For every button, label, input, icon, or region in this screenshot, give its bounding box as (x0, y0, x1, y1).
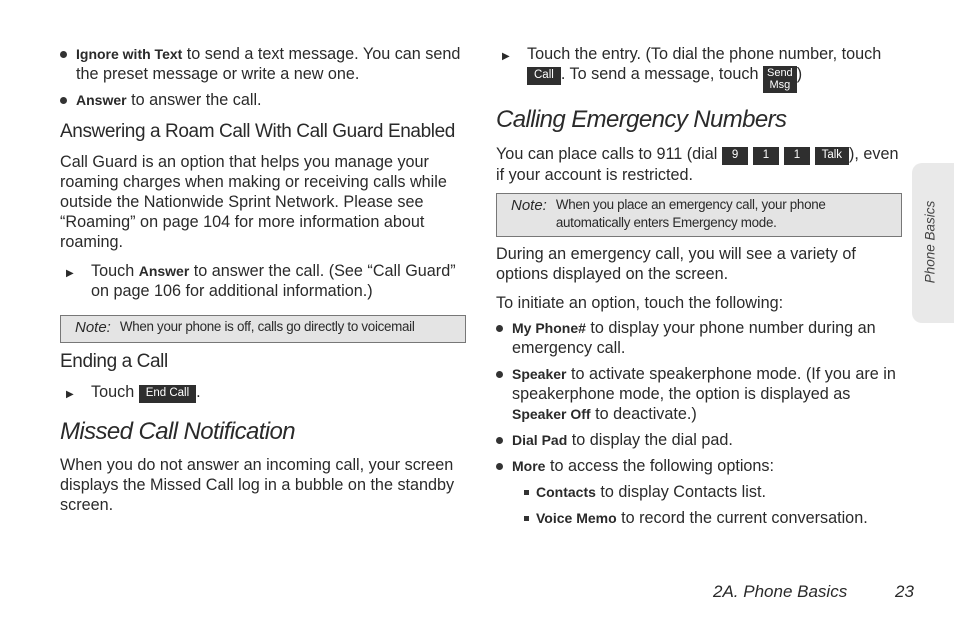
step-item: ▶ Touch Answer to answer the call. (See “Call Guard” on page 106 for additional information.) (60, 261, 466, 301)
key-9: 9 (722, 147, 748, 165)
roam-paragraph: Call Guard is an option that helps you manage your roaming charges when making or receiving calls while outside the Nationwide Sprint Network. Please see “Roaming” on page 104 for more information about roaming. (60, 153, 447, 251)
note-box (496, 193, 902, 237)
note-text: When your phone is off, calls go directly to voicemail (119, 319, 415, 334)
section-heading-missed: Missed Call Notification (60, 418, 296, 445)
list-item: Answer to answer the call. (60, 90, 466, 110)
footer-section: 2A. Phone Basics (713, 582, 848, 601)
option-name: More (512, 458, 546, 474)
initiate-paragraph: To initiate an option, touch the following: (496, 294, 784, 312)
emergency-paragraph: During an emergency call, you will see a variety of options displayed on the screen. (496, 245, 856, 283)
option-name: Answer (76, 92, 127, 108)
option-name: Dial Pad (512, 432, 568, 448)
option-name: Contacts (536, 484, 596, 500)
option-name: Ignore with Text (76, 46, 183, 62)
option-name: My Phone# (512, 320, 586, 336)
send-msg-key: Send Msg (763, 66, 797, 93)
end-call-key: End Call (139, 385, 196, 403)
missed-paragraph: When you do not answer an incoming call, your screen displays the Missed Call log in a bubble on the standby screen. (60, 456, 455, 514)
talk-key: Talk (815, 147, 849, 165)
list-item: My Phone# to display your phone number during an emergency call. (496, 318, 902, 358)
left-column (60, 44, 466, 515)
list-item: Speaker to activate speakerphone mode. (If you are in speakerphone mode, the option is displayed as Speaker Off to deactivate.) (496, 364, 902, 424)
step-item: ▶ Touch End Call . (60, 382, 466, 403)
list-item: Ignore with Text to send a text message. You can send the preset message or write a new one. (60, 44, 466, 84)
list-item: More to access the following options: (496, 456, 902, 476)
section-heading-emergency: Calling Emergency Numbers (496, 106, 787, 133)
dial-paragraph: You can place calls to 911 (dial 9 1 1 Talk ), even if your account is restricted. (496, 145, 899, 184)
chapter-tab-label: Phone Basics (922, 200, 938, 284)
option-name: Speaker (512, 366, 567, 382)
option-name: Voice Memo (536, 510, 617, 526)
note-label: Note: (511, 197, 547, 214)
note-box (60, 315, 466, 343)
key-1: 1 (753, 147, 779, 165)
section-heading-roam: Answering a Roam Call With Call Guard Enabled (60, 121, 455, 142)
right-column (496, 44, 902, 534)
key-1: 1 (784, 147, 810, 165)
sub-list-item: Contacts to display Contacts list. (496, 482, 902, 502)
call-key: Call (527, 67, 561, 85)
step-item: ▶ Touch the entry. (To dial the phone number, touch Call . To send a message, touch Send Msg) (496, 44, 902, 93)
page-number: 23 (895, 582, 914, 601)
note-label: Note: (75, 319, 111, 336)
note-text: When you place an emergency call, your phone automatically enters Emergency mode. (555, 197, 826, 230)
list-item: Dial Pad to display the dial pad. (496, 430, 902, 450)
sub-list-item: Voice Memo to record the current conversation. (496, 508, 902, 528)
section-heading-ending: Ending a Call (60, 351, 168, 372)
